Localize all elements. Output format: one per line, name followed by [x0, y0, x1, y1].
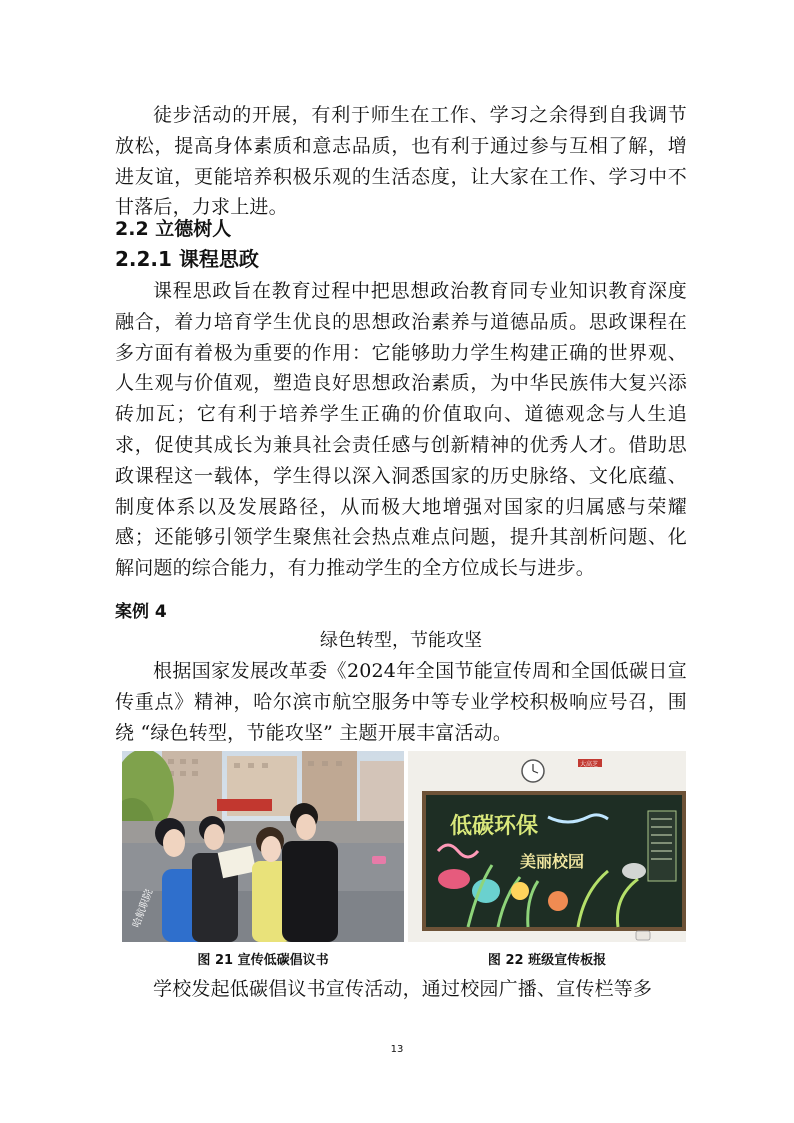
board-title: 低碳环保 [450, 814, 539, 839]
caption-figure-22: 图 22 班级宣传板报 [487, 953, 607, 968]
red-sign-text: 大高芝 [580, 761, 599, 768]
case-title: 绿色转型，节能攻坚 [320, 630, 482, 651]
section-heading-2-2: 2.2 立德树人 [115, 218, 232, 240]
paragraph-initiative: 学校发起低碳倡议书宣传活动，通过校园广播、宣传栏等多 [153, 978, 653, 1000]
caption-figure-21: 图 21 宣传低碳倡议书 [197, 953, 329, 968]
case-label: 案例 4 [115, 602, 167, 622]
section-heading-2-2-1: 2.2.1 课程思政 [115, 247, 259, 271]
board-subtitle: 美丽校园 [520, 852, 585, 871]
paragraph-ideology-course: 课程思政旨在教育过程中把思想政治教育同专业知识教育深度融合，着力培育学生优良的思想政治素养与道德品质。思政课程在多方面有着极为重要的作用：它能够助力学生构建正确的世界观、人生观与价值观，塑造良好思想政治素质，为中华民族伟大复兴添砖加瓦；它有利于培养学生正确的价值取向、道德观念与人生追求，促使其成长为兼具社会责任感与创新精神的优秀人才。借助思政课程这一载体，学生得以深入洞悉国家的历史脉络、文化底蕴、制度体系以及发展路径，从而极大地增强对国家的归属感与荣耀感；还能够引领学生聚焦社会热点难点问题，提升其剖析问题、化解问题的综合能力，有力推动学生的全方位成长与进步。 [115, 280, 687, 580]
photo-street-promotion [122, 751, 404, 942]
paragraph-hiking: 徒步活动的开展，有利于师生在工作、学习之余得到自我调节放松，提高身体素质和意志品质，也有利于通过参与互相了解，增进友谊，更能培养积极乐观的生活态度，让大家在工作、学习中不甘落后，力求上进。 [115, 104, 687, 219]
photo-class-blackboard [408, 751, 686, 942]
page-number: 13 [390, 1044, 404, 1055]
vest-print: 哈航职院 [131, 887, 156, 930]
paragraph-case-intro: 根据国家发展改革委《2024年全国节能宣传周和全国低碳日宣传重点》精神，哈尔滨市航空服务中等专业学校积极响应号召，围绕 “绿色转型，节能攻坚” 主题开展丰富活动。 [115, 660, 687, 744]
